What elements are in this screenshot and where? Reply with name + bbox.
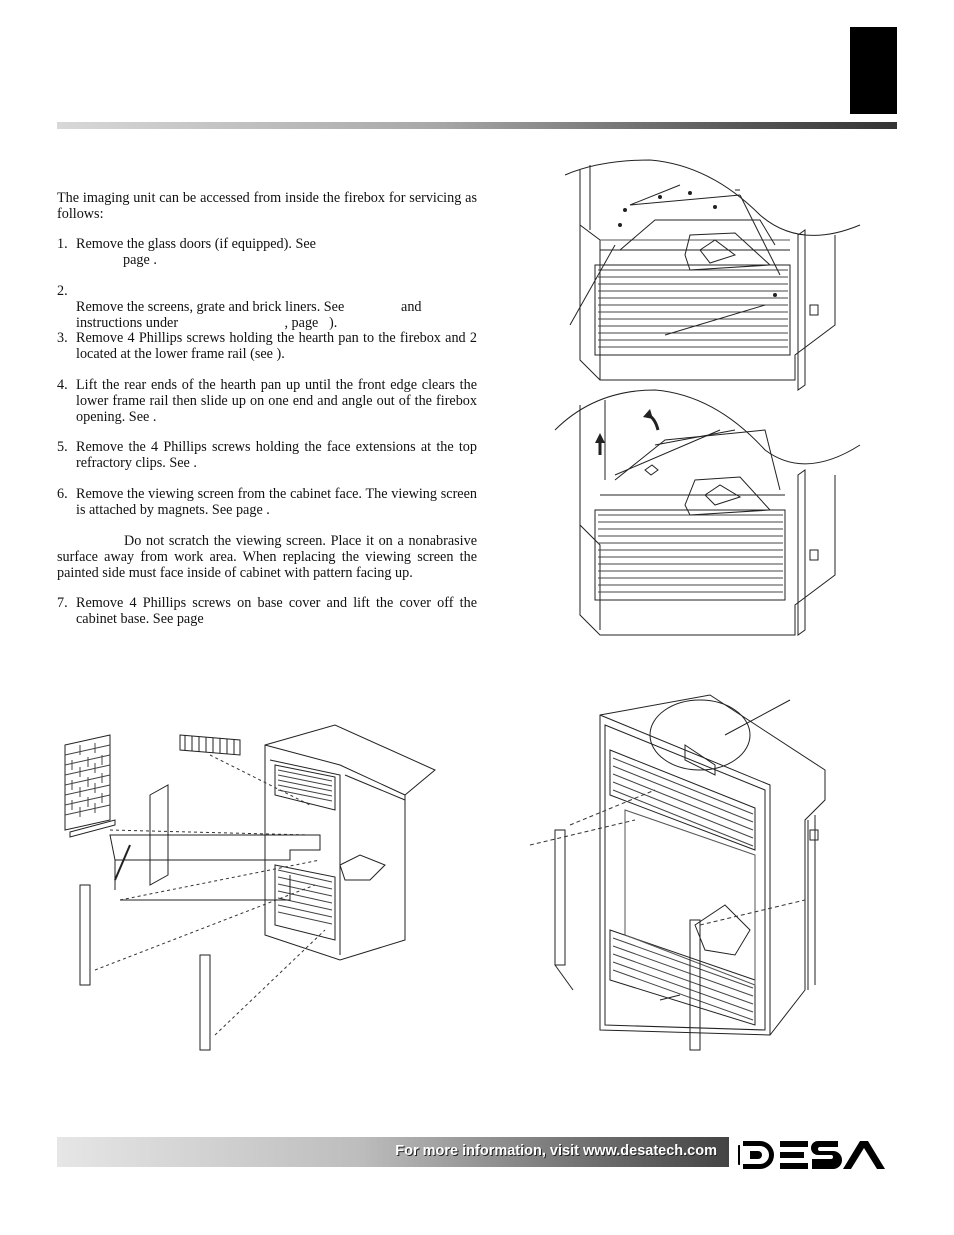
step-5 — [57, 439, 477, 471]
intro-paragraph: The imaging unit can be accessed from inside the firebox for servicing as follows: — [57, 190, 477, 222]
figure-hearth-pan — [560, 155, 860, 395]
step-text-line: instructions under , page ). — [76, 315, 338, 331]
step-1 — [57, 236, 477, 268]
header-rule — [57, 122, 897, 129]
step-text-line: Remove the glass doors (if equipped). See — [76, 236, 316, 252]
step-number: 6. — [57, 486, 68, 502]
step-7 — [57, 595, 477, 627]
step-text: Lift the rear ends of the hearth pan up until the front edge clears the lower frame rail then slide up on one end and angle out of the firebox opening. See . — [76, 377, 477, 425]
step-number: 1. — [57, 236, 68, 252]
step-number: 4. — [57, 377, 68, 393]
step-text-line: page . — [123, 252, 157, 268]
step-number: 5. — [57, 439, 68, 455]
desa-logo — [738, 1137, 898, 1171]
step-text: Remove 4 Phillips screws on base cover and lift the cover off the cabinet base. See page — [76, 595, 477, 627]
step-6 — [57, 486, 477, 518]
footer-website-text[interactable]: For more information, visit www.desatech.com — [395, 1143, 717, 1159]
caution-paragraph: Do not scratch the viewing screen. Place it on a nonabrasive surface away from work area. When replacing the viewing screen the painted side must face inside of cabinet with pattern facing up. — [57, 533, 477, 581]
figure-cabinet-front — [525, 690, 865, 1060]
step-3 — [57, 330, 477, 362]
step-text: Remove the 4 Phillips screws holding the face extensions at the top refractory clips. See . — [76, 439, 477, 471]
step-text: Remove 4 Phillips screws holding the hearth pan to the firebox and 2 located at the lower frame rail (see ). — [76, 330, 477, 362]
step-text — [76, 236, 477, 268]
section-tab — [850, 27, 897, 114]
step-text — [76, 283, 477, 331]
step-4 — [57, 377, 477, 425]
figure-exploded-components — [60, 715, 440, 1060]
step-number: 7. — [57, 595, 68, 611]
step-number: 3. — [57, 330, 68, 346]
step-number: 2. — [57, 283, 68, 299]
step-text-line: Remove the screens, grate and brick liners. See and — [76, 299, 422, 315]
step-text: Remove the viewing screen from the cabinet face. The viewing screen is attached by magnets. See page . — [76, 486, 477, 518]
figure-lift-hearth-pan — [555, 385, 860, 645]
step-2 — [57, 283, 477, 331]
footer-bar — [57, 1137, 729, 1167]
